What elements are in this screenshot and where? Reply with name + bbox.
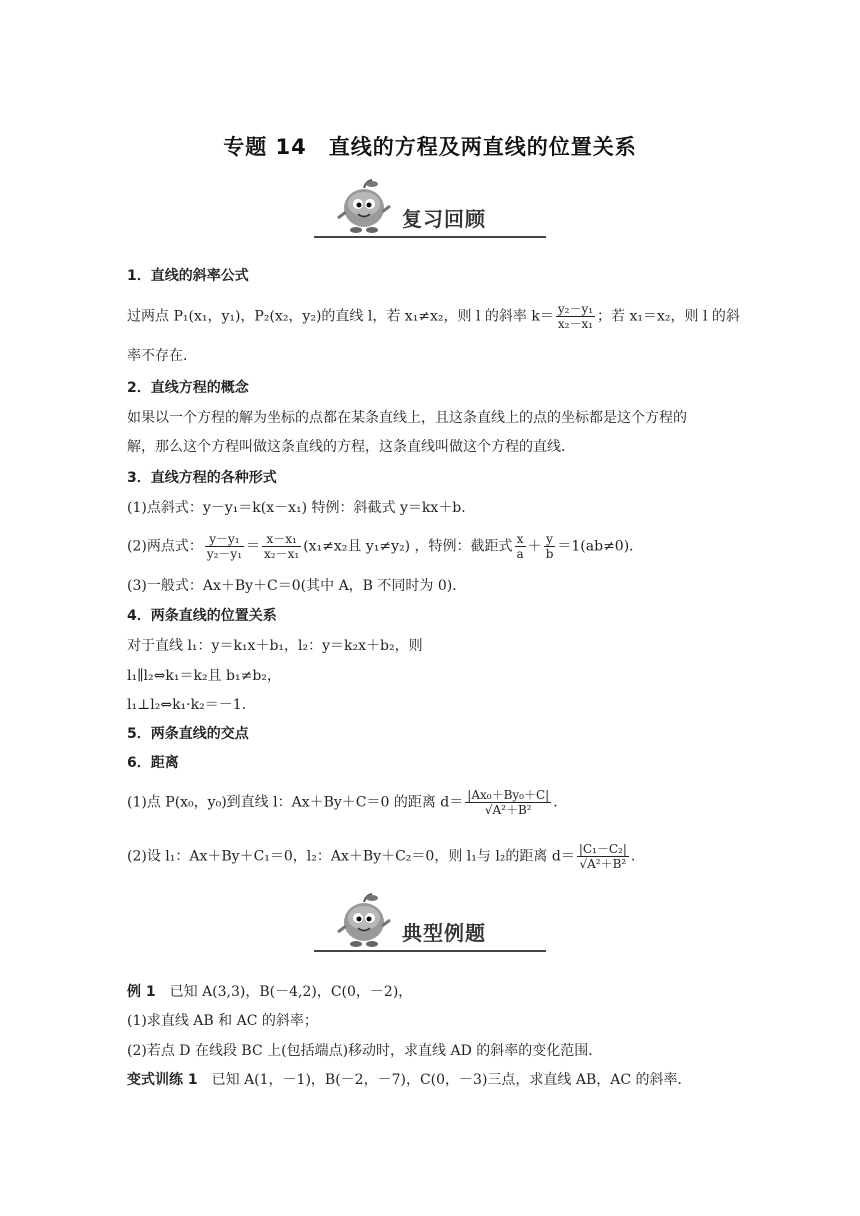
section-6-item-1 (127, 788, 558, 817)
banner-rule (314, 950, 546, 952)
section-3-item-3: (3)一般式：Ax＋By＋C＝0(其中 A，B 不同时为 0)． (127, 578, 467, 594)
text-run: 已知 A(3,3)，B(－4,2)，C(0，－2)， (155, 984, 413, 1000)
section-banner-examples (314, 892, 546, 952)
text-run: ；若 x₁＝x₂，则 l 的斜 (597, 308, 740, 325)
section-3-heading: 3．直线方程的各种形式 (127, 470, 277, 486)
fraction-denominator: √A²＋B² (484, 803, 532, 817)
text-run: . (630, 848, 636, 865)
section-4-line-2: l₁∥l₂⇔k₁＝k₂且 b₁≠b₂， (127, 668, 281, 684)
text-run: (x₁≠x₂且 y₁≠y₂) ，特例：截距式 (303, 538, 513, 555)
text-run: (1)点 P(x₀，y₀)到直线 l：Ax＋By＋C＝0 的距离 d＝ (127, 794, 464, 811)
text-run: (2)两点式： (127, 538, 203, 555)
section-2-heading: 2．直线方程的概念 (127, 380, 249, 396)
text-run: . (553, 794, 558, 811)
text-run: (2)设 l₁：Ax＋By＋C₁＝0，l₂：Ax＋By＋C₂＝0，则 l₁与 l₂的距离 d＝ (127, 848, 575, 865)
section-5-heading: 5．两条直线的交点 (127, 726, 249, 742)
banner-label: 复习回顾 (402, 207, 486, 231)
two-point-fraction-right (262, 532, 301, 561)
intercept-fraction-x (515, 532, 526, 561)
section-1-line-2: 率不存在． (127, 348, 197, 364)
fraction-numerator: x－x₁ (262, 532, 301, 547)
section-3-item-2 (127, 532, 643, 561)
example-label: 例 1 (127, 984, 156, 1000)
section-4-heading: 4．两条直线的位置关系 (127, 608, 277, 624)
fraction-denominator: x₂－x₁ (557, 317, 594, 331)
example-1-question-2: (2)若点 D 在线段 BC 上(包括端点)移动时，求直线 AD 的斜率的变化范围． (127, 1043, 603, 1059)
fraction-denominator: b (545, 547, 554, 561)
fraction-denominator: x₂－x₁ (264, 547, 300, 561)
text-run: 已知 A(1，－1)，B(－2，－7)，C(0，－3)三点，求直线 AB，AC 的斜率． (197, 1072, 692, 1088)
section-6-heading: 6．距离 (127, 755, 179, 771)
section-4-line-3: l₁⊥l₂⇔k₁·k₂＝－1. (127, 697, 247, 713)
example-1-statement (127, 982, 412, 1002)
section-2-line-1: 如果以一个方程的解为坐标的点都在某条直线上，且这条直线上的点的坐标都是这个方程的 (127, 410, 687, 426)
section-3-item-1: (1)点斜式：y－y₁＝k(x－x₁) 特例：斜截式 y＝kx＋b. (127, 500, 466, 516)
apple-mascot-icon (334, 892, 400, 954)
point-line-distance-fraction (465, 788, 551, 817)
fraction-numerator: |C₁－C₂| (578, 842, 627, 856)
fraction-denominator: √A²＋B² (579, 857, 627, 871)
fraction-numerator: y－y₁ (205, 532, 244, 547)
fraction-denominator: a (516, 547, 524, 561)
page-title: 专题 14 直线的方程及两直线的位置关系 (223, 135, 637, 159)
section-6-item-2 (127, 842, 635, 871)
parallel-lines-distance-fraction (577, 842, 629, 871)
example-1-question-1: (1)求直线 AB 和 AC 的斜率； (127, 1013, 318, 1029)
fraction-numerator: x (515, 532, 526, 547)
fraction-numerator: y (544, 532, 556, 547)
fraction-denominator: y₂－y₁ (206, 547, 243, 561)
banner-rule (314, 236, 546, 238)
two-point-fraction-left (205, 532, 244, 561)
apple-mascot-icon (334, 178, 400, 240)
section-banner-review (314, 178, 546, 238)
section-4-line-1: 对于直线 l₁：y＝k₁x＋b₁，l₂：y＝k₂x＋b₂，则 (127, 638, 423, 654)
banner-label: 典型例题 (402, 921, 486, 945)
text-run: ＝ (246, 538, 261, 555)
slope-fraction (556, 302, 595, 331)
text-run: ＋ (527, 538, 542, 555)
text-run: 过两点 P₁(x₁，y₁)，P₂(x₂，y₂)的直线 l，若 x₁≠x₂，则 l 的斜率 k＝ (127, 308, 554, 325)
drill-1-statement (127, 1070, 692, 1090)
intercept-fraction-y (544, 532, 556, 561)
section-1-line-1 (127, 302, 740, 331)
section-2-line-2: 解，那么这个方程叫做这条直线的方程，这条直线叫做这个方程的直线． (127, 439, 575, 455)
fraction-numerator: y₂－y₁ (557, 302, 594, 316)
text-run: ＝1(ab≠0)． (557, 538, 644, 555)
fraction-numerator: |Ax₀＋By₀＋C| (467, 788, 550, 802)
section-1-heading: 1．直线的斜率公式 (127, 268, 249, 284)
drill-label: 变式训练 1 (127, 1072, 198, 1088)
